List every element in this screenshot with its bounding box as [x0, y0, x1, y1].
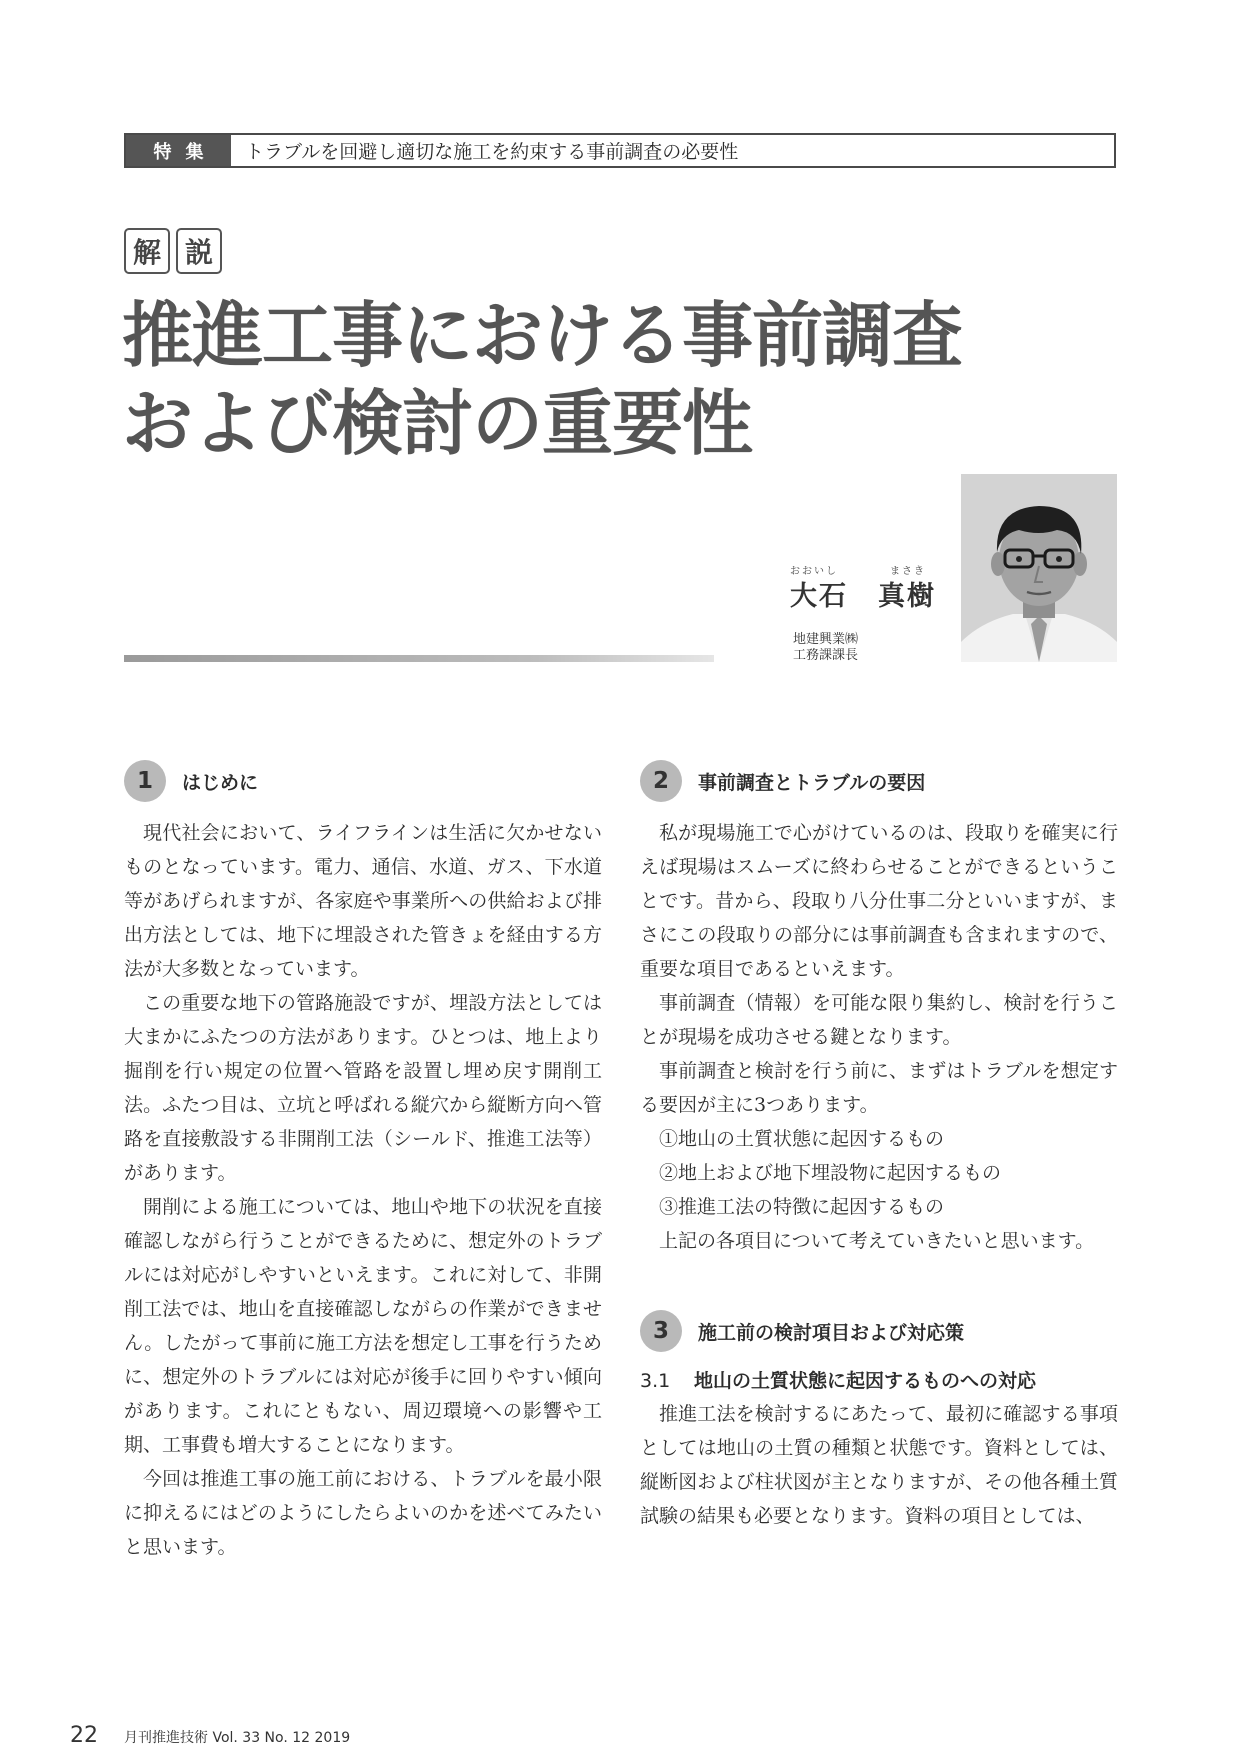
section-3-title: 施工前の検討項目および対応策 [698, 1321, 965, 1344]
author-surname: 大石 [790, 581, 848, 612]
author-position: 工務課課長 [793, 648, 859, 663]
paragraph: 現代社会において、ライフラインは生活に欠かせないものとなっています。電力、通信、水道、ガス、下水道等があげられますが、各家庭や事業所への供給および排出方法としては、地下に埋設された管きょを経由する方法が大多数となっています。 [124, 822, 602, 980]
left-column [124, 760, 602, 1564]
header-divider [124, 655, 714, 662]
paragraph: 事前調査と検討を行う前に、まずはトラブルを想定する要因が主に3つあります。 [640, 1060, 1118, 1116]
list-item: ②地上および地下埋設物に起因するもの [659, 1162, 1002, 1184]
author-given-name: 真樹 [878, 581, 936, 612]
section-2-title: 事前調査とトラブルの要因 [698, 771, 926, 794]
feature-topic: トラブルを回避し適切な施工を約束する事前調査の必要性 [245, 141, 739, 163]
subsection-number: 3.1 [640, 1370, 671, 1392]
list-item: ③推進工法の特徴に起因するもの [659, 1196, 945, 1218]
surname-ruby: おおいし [790, 566, 838, 577]
author-photo [961, 474, 1117, 662]
section-3-heading [640, 1310, 1118, 1352]
page-number: 22 [70, 1723, 98, 1748]
section-2-heading [640, 760, 1118, 802]
paragraph: 事前調査（情報）を可能な限り集約し、検討を行うことが現場を成功させる鍵となります。 [640, 992, 1118, 1048]
feature-tag: 特集 [126, 135, 231, 166]
author-affiliation [793, 632, 858, 664]
article-type-char-2: 説 [176, 228, 222, 274]
list-item: 上記の各項目について考えていきたいと思います。 [659, 1230, 1095, 1252]
paragraph: 開削による施工については、地山や地下の状況を直接確認しながら行うことができるために、想定外のトラブルには対応がしやすいといえます。これに対して、非開削工法では、地山を直接確認しながらの作業ができません。したがって事前に施工方法を想定し工事を行うために、想定外のトラブルには対応が後手に回りやすい傾向があります。これにともない、周辺環境への影響や工期、工事費も増大することになります。 [124, 1196, 602, 1456]
section-1-heading [124, 760, 602, 802]
title-line-1: 推進工事における事前調査 [122, 294, 963, 377]
author-name-block [790, 566, 936, 613]
paragraph: 推進工法を検討するにあたって、最初に確認する事項としては地山の土質の種類と状態です。資料としては、縦断図および柱状図が主となりますが、その他各種土質試験の結果も必要となります。資料の項目としては、 [640, 1403, 1118, 1527]
given-name-ruby: まさき [890, 566, 926, 577]
author-company: 地建興業㈱ [793, 632, 859, 647]
list-item: ①地山の土質状態に起因するもの [659, 1128, 945, 1150]
article-type-label [124, 228, 222, 274]
article-title [122, 292, 1062, 468]
journal-info: 月刊推進技術 Vol. 33 No. 12 2019 [124, 1730, 351, 1746]
feature-banner [124, 133, 1116, 168]
author-ruby [790, 562, 970, 577]
paragraph: 今回は推進工事の施工前における、トラブルを最小限に抑えるにはどのようにしたらよいのかを述べてみたいと思います。 [124, 1468, 602, 1558]
paragraph: この重要な地下の管路施設ですが、埋設方法としては大まかにふたつの方法があります。ひとつは、地上より掘削を行い規定の位置へ管路を設置し埋め戻す開削工法。ふたつ目は、立坑と呼ばれる縦穴から縦断方向へ管路を直接敷設する非開削工法（シールド、推進工法等）があります。 [124, 992, 602, 1184]
page-footer [70, 1723, 350, 1748]
section-3-number: 3 [640, 1310, 682, 1352]
author-portrait-image [961, 474, 1117, 662]
paragraph: 私が現場施工で心がけているのは、段取りを確実に行えば現場はスムーズに終わらせることができるということです。昔から、段取り八分仕事二分といいますが、まさにこの段取りの部分には事前調査も含まれますので、重要な項目であるといえます。 [640, 822, 1118, 980]
section-2-number: 2 [640, 760, 682, 802]
subsection-title: 地山の土質状態に起因するものへの対応 [694, 1370, 1037, 1392]
title-line-2: および検討の重要性 [122, 382, 753, 465]
right-column [640, 760, 1118, 1533]
subsection-3-1-heading [640, 1366, 1118, 1393]
section-1-title: はじめに [182, 771, 259, 794]
author-name [790, 574, 936, 613]
article-type-char-1: 解 [124, 228, 170, 274]
section-1-number: 1 [124, 760, 166, 802]
